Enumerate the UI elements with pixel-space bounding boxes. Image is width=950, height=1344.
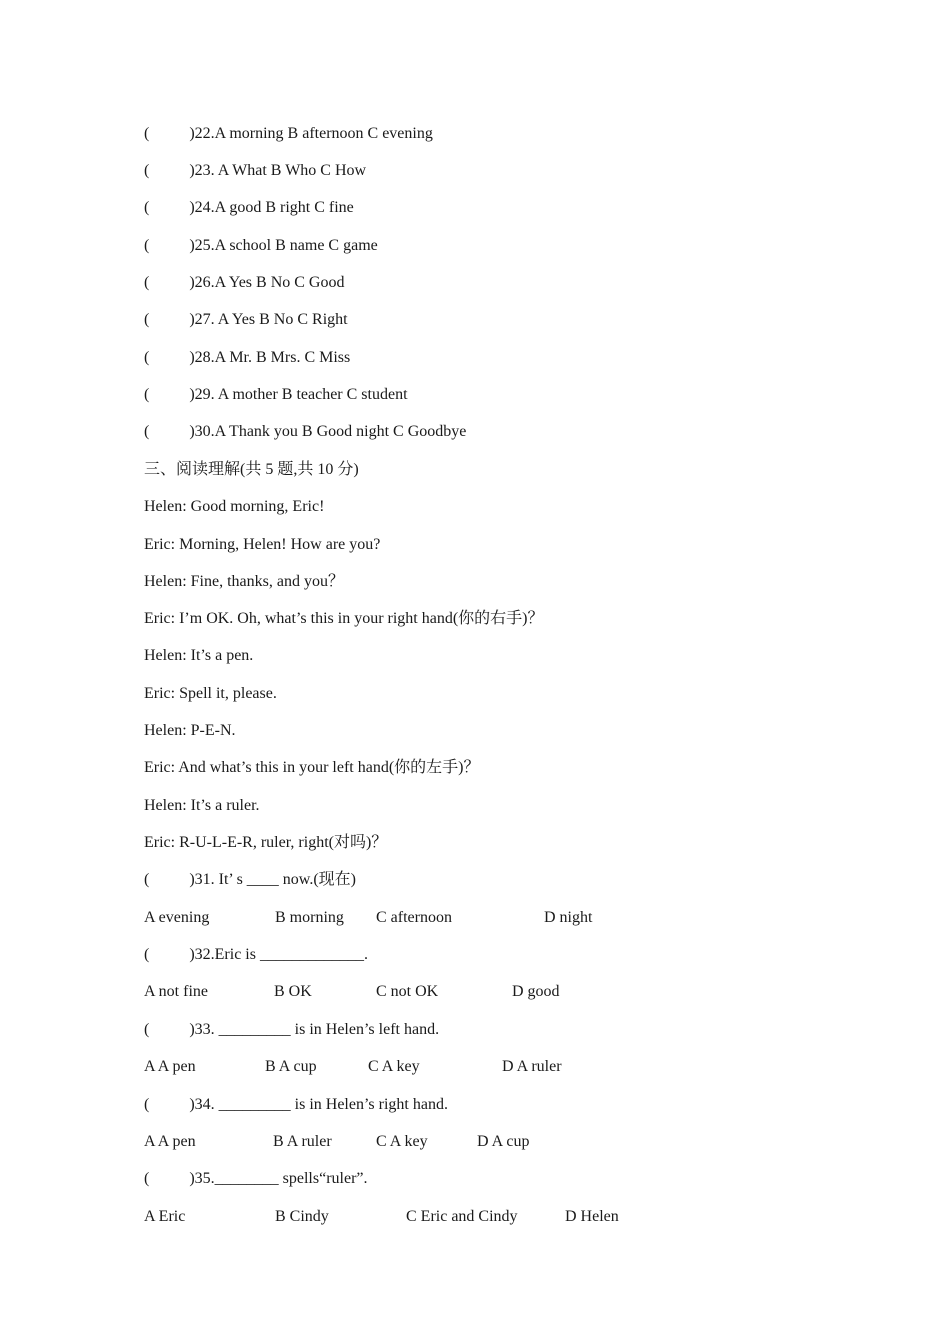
option-d: D good: [512, 983, 560, 1000]
question-24: ( )24.A good B right C fine: [144, 199, 354, 216]
question-28: ( )28.A Mr. B Mrs. C Miss: [144, 349, 351, 366]
option-d: D A cup: [477, 1133, 530, 1150]
option-a: A not fine: [144, 983, 208, 1000]
option-b: B A ruler: [273, 1133, 332, 1150]
option-c: C afternoon: [376, 909, 452, 926]
dialogue-line: Eric: And what’s this in your left hand(你的左手)？: [144, 759, 480, 776]
option-c: C A key: [368, 1058, 420, 1075]
option-b: B morning: [275, 909, 344, 926]
option-c: C Eric and Cindy: [406, 1208, 518, 1225]
option-d: D night: [544, 909, 593, 926]
question-22: ( )22.A morning B afternoon C evening: [144, 125, 433, 142]
question-30: ( )30.A Thank you B Good night C Goodbye: [144, 423, 467, 440]
option-b: B OK: [274, 983, 312, 1000]
option-c: C not OK: [376, 983, 439, 1000]
question-29: ( )29. A mother B teacher C student: [144, 386, 408, 403]
option-a: A Eric: [144, 1208, 186, 1225]
dialogue-line: Helen: It’s a ruler.: [144, 797, 260, 814]
dialogue-line: Eric: Morning, Helen! How are you?: [144, 536, 381, 553]
option-b: B A cup: [265, 1058, 317, 1075]
question-25: ( )25.A school B name C game: [144, 237, 378, 254]
option-b: B Cindy: [275, 1208, 329, 1225]
option-d: D A ruler: [502, 1058, 562, 1075]
dialogue-line: Helen: It’s a pen.: [144, 647, 254, 664]
option-a: A evening: [144, 909, 210, 926]
question-31: ( )31. It’ s ____ now.(现在): [144, 871, 356, 888]
dialogue-line: Helen: Fine, thanks, and you？: [144, 573, 344, 590]
dialogue-line: Helen: Good morning, Eric!: [144, 498, 325, 515]
dialogue-line: Eric: R-U-L-E-R, ruler, right(对吗)？: [144, 834, 388, 851]
dialogue-line: Eric: I’m OK. Oh, what’s this in your right hand(你的右手)？: [144, 610, 544, 627]
option-a: A A pen: [144, 1133, 196, 1150]
option-d: D Helen: [565, 1208, 619, 1225]
option-a: A A pen: [144, 1058, 196, 1075]
question-26: ( )26.A Yes B No C Good: [144, 274, 345, 291]
dialogue-line: Eric: Spell it, please.: [144, 685, 277, 702]
dialogue-line: Helen: P-E-N.: [144, 722, 236, 739]
question-35: ( )35.________ spells“ruler”.: [144, 1170, 368, 1187]
option-c: C A key: [376, 1133, 428, 1150]
section-title: 三、阅读理解(共 5 题,共 10 分): [144, 461, 359, 478]
question-33: ( )33. _________ is in Helen’s left hand.: [144, 1021, 440, 1038]
question-23: ( )23. A What B Who C How: [144, 162, 367, 179]
question-32: ( )32.Eric is _____________.: [144, 946, 368, 963]
question-27: ( )27. A Yes B No C Right: [144, 311, 348, 328]
question-34: ( )34. _________ is in Helen’s right hand.: [144, 1096, 448, 1113]
